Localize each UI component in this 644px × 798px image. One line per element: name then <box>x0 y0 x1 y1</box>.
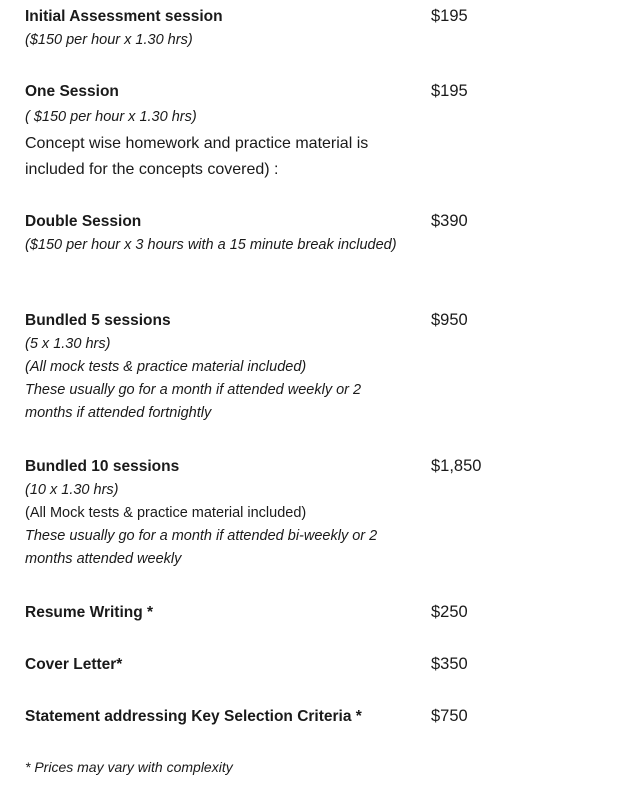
one-session-detail: ( $150 per hour x 1.30 hrs) <box>25 109 197 125</box>
cover-letter-price: $350 <box>431 655 468 673</box>
double-session-name: Double Session <box>25 213 142 230</box>
bundled-10-price: $1,850 <box>431 457 482 475</box>
resume-writing-name: Resume Writing * <box>25 604 154 621</box>
footnote: * Prices may vary with complexity <box>25 759 233 775</box>
bundled-5-detail-4: months if attended fortnightly <box>25 405 212 421</box>
initial-assessment-detail: ($150 per hour x 1.30 hrs) <box>25 32 193 48</box>
resume-writing-price: $250 <box>431 603 468 621</box>
one-session-desc-line2: included for the concepts covered) : <box>25 161 279 178</box>
bundled-5-price: $950 <box>431 311 468 329</box>
bundled-5-name: Bundled 5 sessions <box>25 312 171 329</box>
one-session-desc-line1: Concept wise homework and practice material is <box>25 135 369 152</box>
ksc-price: $750 <box>431 707 468 725</box>
bundled-10-detail-3: These usually go for a month if attended bi-weekly or 2 <box>25 528 378 544</box>
bundled-5-detail-3: These usually go for a month if attended weekly or 2 <box>25 382 362 398</box>
cover-letter-name: Cover Letter* <box>25 656 123 673</box>
initial-assessment-name: Initial Assessment session <box>25 8 223 25</box>
double-session-price: $390 <box>431 212 468 230</box>
bundled-10-detail-2: (All Mock tests & practice material included) <box>25 505 307 521</box>
one-session-name: One Session <box>25 83 119 100</box>
one-session-price: $195 <box>431 82 468 100</box>
initial-assessment-price: $195 <box>431 7 468 25</box>
bundled-10-detail-4: months attended weekly <box>25 551 182 567</box>
double-session-detail: ($150 per hour x 3 hours with a 15 minute break included) <box>25 237 397 253</box>
bundled-10-name: Bundled 10 sessions <box>25 458 180 475</box>
ksc-name: Statement addressing Key Selection Criteria * <box>25 708 362 725</box>
bundled-10-detail-1: (10 x 1.30 hrs) <box>25 482 119 498</box>
bundled-5-detail-2: (All mock tests & practice material included) <box>25 359 307 375</box>
bundled-5-detail-1: (5 x 1.30 hrs) <box>25 336 111 352</box>
